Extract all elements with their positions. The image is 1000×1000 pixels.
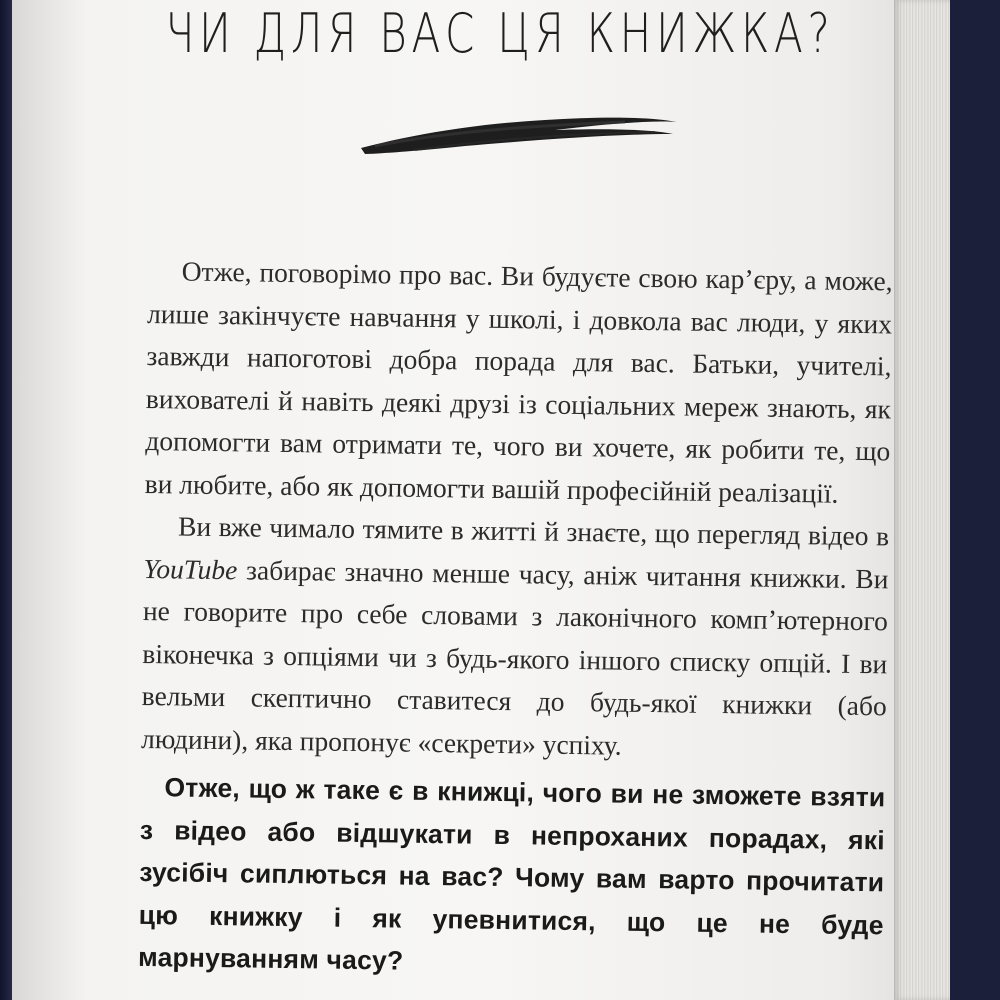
body-text — [138, 250, 893, 989]
paragraph-2 — [141, 505, 889, 770]
paragraph-2-italic: YouTube — [143, 552, 238, 585]
paragraph-2-before: Ви вже чимало тямите в житті й знаєте, що перегляд відео в — [177, 510, 890, 552]
brush-stroke-divider — [355, 100, 685, 170]
paragraph-1: Отже, поговорімо про вас. Ви будуєте свою кар’єру, а може, лише закінчуєте навчання у школі, і довкола вас люди, у яких завжди напоготові добра порада для вас. Батьки, учителі, вихователі й навіть деякі друзі із соціальних мереж знають, як допомогти вам отримати те, чого ви хочете, як робити те, що ви любите, або як допомогти вашій професійній реалізації. — [144, 255, 893, 509]
chapter-heading: ЧИ ДЛЯ ВАС ЦЯ КНИЖКА? — [165, 2, 835, 65]
paragraph-2-after: забирає значно менше часу, аніж читання книжки. Ви не говорите про себе словами з лаконічного комп’ютерного віконечка з опціями чи з будь-якого іншого списку опцій. І ви вельми скептично ставитеся до будь-якої книжки (або людини), яка пропонує «секрети» успіху. — [140, 553, 889, 761]
page-stack-edge — [894, 0, 950, 1000]
paragraph-3-bold: Отже, що ж таке є в книжці, чого ви не зможете взяти з відео або відшукати в непроханих порадах, які зусібіч сиплються на вас? Чому вам варто прочитати цю книжку і як упевнитися, що це не буде марнуванням часу? — [137, 772, 886, 976]
